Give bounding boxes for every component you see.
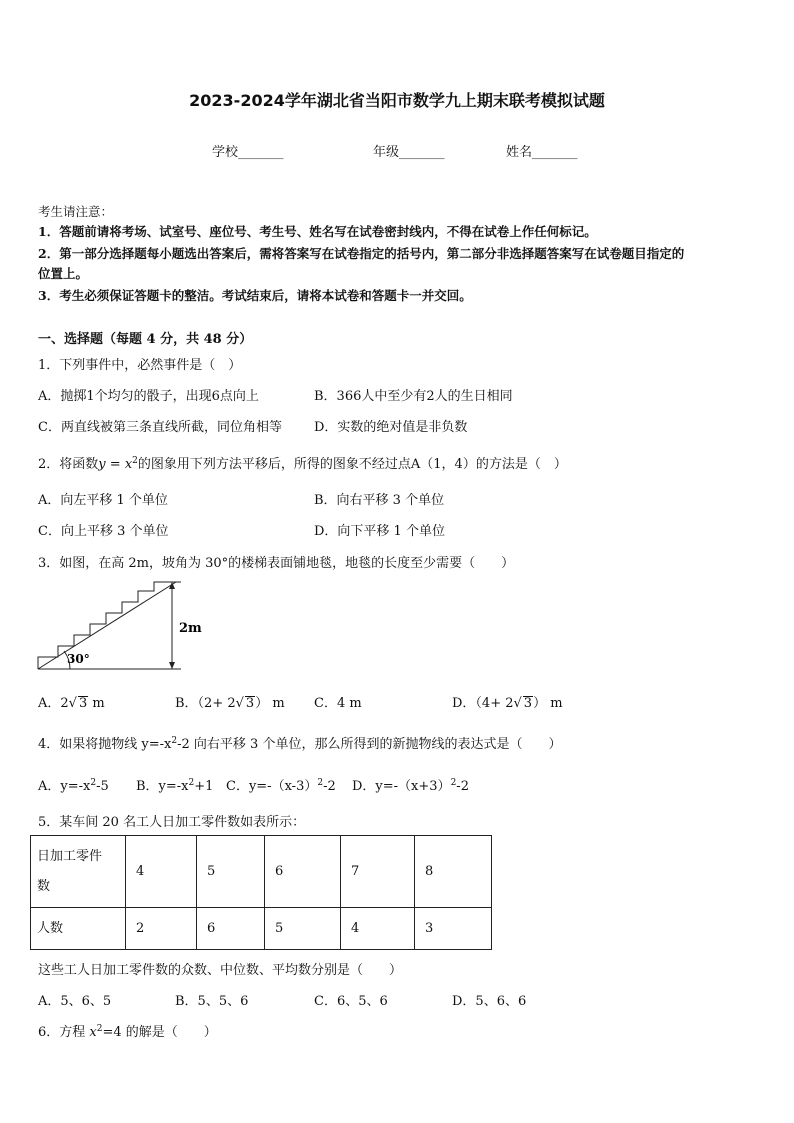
q1-option-d: D．实数的绝对值是非负数 bbox=[314, 420, 468, 435]
q1-option-b: B．366人中至少有2人的生日相同 bbox=[314, 389, 513, 404]
q5-option-a: A．5、6、5 bbox=[38, 994, 112, 1009]
q1-stem: 1．下列事件中，必然事件是（ ） bbox=[38, 358, 242, 373]
q2-option-c: C．向上平移 3 个单位 bbox=[38, 524, 169, 539]
table-cell: 4 bbox=[126, 836, 197, 908]
notice-item-3: 3．考生必须保证答题卡的整洁。考试结束后，请将本试卷和答题卡一并交回。 bbox=[38, 288, 472, 303]
q3-option-a: A．2√ 3 m bbox=[38, 696, 105, 711]
name-field: 姓名_______ bbox=[506, 145, 578, 160]
q4-option-c: C．$y=-(x-3)^2-2$ bbox=[226, 778, 336, 794]
q4-option-a: A．$y=-x^2-5$ bbox=[38, 778, 109, 794]
q5-stem: 5．某车间 20 名工人日加工零件数如表所示： bbox=[38, 815, 306, 830]
q4-option-d: D．$y=-(x+3)^2-2$ bbox=[352, 778, 469, 794]
q5-option-b: B．5、5、6 bbox=[175, 994, 249, 1009]
notice-heading: 考生请注意： bbox=[38, 204, 114, 219]
q2-option-d: D．向下平移 1 个单位 bbox=[314, 524, 445, 539]
q2-stem: 2．将函数$y = x^2$的图象用下列方法平移后，所得的图象不经过点A（1，4）的方法是（ ） bbox=[38, 456, 567, 472]
page-title: 2023-2024学年湖北省当阳市数学九上期末联考模拟试题 bbox=[189, 91, 605, 110]
q3-option-d: D．（4+ 2√ 3） m bbox=[452, 696, 563, 711]
q5-option-d: D．5、6、6 bbox=[452, 994, 527, 1009]
table-cell: 6 bbox=[265, 836, 341, 908]
table-row bbox=[31, 908, 492, 950]
q3-option-c: C．4 m bbox=[314, 696, 362, 711]
figure-angle-label: 30° bbox=[67, 652, 90, 666]
table-cell: 8 bbox=[415, 836, 492, 908]
q6-stem: 6．方程 $x^2=4$ 的解是（ ） bbox=[38, 1024, 217, 1040]
q1-option-a: A．抛掷1个均匀的骰子，出现6点向上 bbox=[38, 389, 259, 404]
table-cell: 6 bbox=[197, 908, 265, 950]
grade-field: 年级_______ bbox=[373, 145, 445, 160]
table-cell: 4 bbox=[341, 908, 415, 950]
q3-stem: 3．如图，在高 2m，坡角为 30°的楼梯表面铺地毯，地毯的长度至少需要（ ） bbox=[38, 556, 515, 571]
school-field: 学校_______ bbox=[212, 145, 284, 160]
section-heading: 一、选择题（每题 4 分，共 48 分） bbox=[38, 332, 253, 347]
q1-option-c: C．两直线被第三条直线所截，同位角相等 bbox=[38, 420, 282, 435]
work-count-table bbox=[30, 835, 492, 950]
figure-arrow-down bbox=[169, 662, 175, 669]
q3-option-b: B．（2+ 2√ 3） m bbox=[175, 696, 285, 711]
notice-item-2-cont: 位置上。 bbox=[38, 266, 89, 281]
notice-item-1: 1．答题前请将考场、试室号、座位号、考生号、姓名写在试卷密封线内，不得在试卷上作任何标记。 bbox=[38, 224, 597, 239]
table-header-cell: 日加工零件 数 bbox=[31, 836, 126, 908]
q4-stem: 4．如果将抛物线 $y=-x^2-2$ 向右平移 3 个单位，那么所得到的新抛物线的表达式是（ ） bbox=[38, 736, 562, 752]
table-cell: 5 bbox=[265, 908, 341, 950]
q2-option-b: B．向右平移 3 个单位 bbox=[314, 493, 445, 508]
table-cell: 7 bbox=[341, 836, 415, 908]
table-header-cell: 人数 bbox=[31, 908, 126, 950]
table-row bbox=[31, 836, 492, 908]
table-cell: 5 bbox=[197, 836, 265, 908]
figure-slope-line bbox=[38, 582, 176, 669]
notice-item-2: 2．第一部分选择题每小题选出答案后，需将答案写在试卷指定的括号内，第二部分非选择题答案写在试卷题目指定的 bbox=[38, 246, 685, 261]
figure-height-label: 2m bbox=[179, 621, 202, 636]
q5-option-c: C．6、5、6 bbox=[314, 994, 388, 1009]
table-cell: 2 bbox=[126, 908, 197, 950]
table-cell: 3 bbox=[415, 908, 492, 950]
q5-question: 这些工人日加工零件数的众数、中位数、平均数分别是（ ） bbox=[38, 963, 403, 978]
q4-option-b: B．$y=-x^2+1$ bbox=[136, 778, 214, 794]
staircase-figure bbox=[36, 578, 216, 674]
q2-option-a: A．向左平移 1 个单位 bbox=[38, 493, 168, 508]
